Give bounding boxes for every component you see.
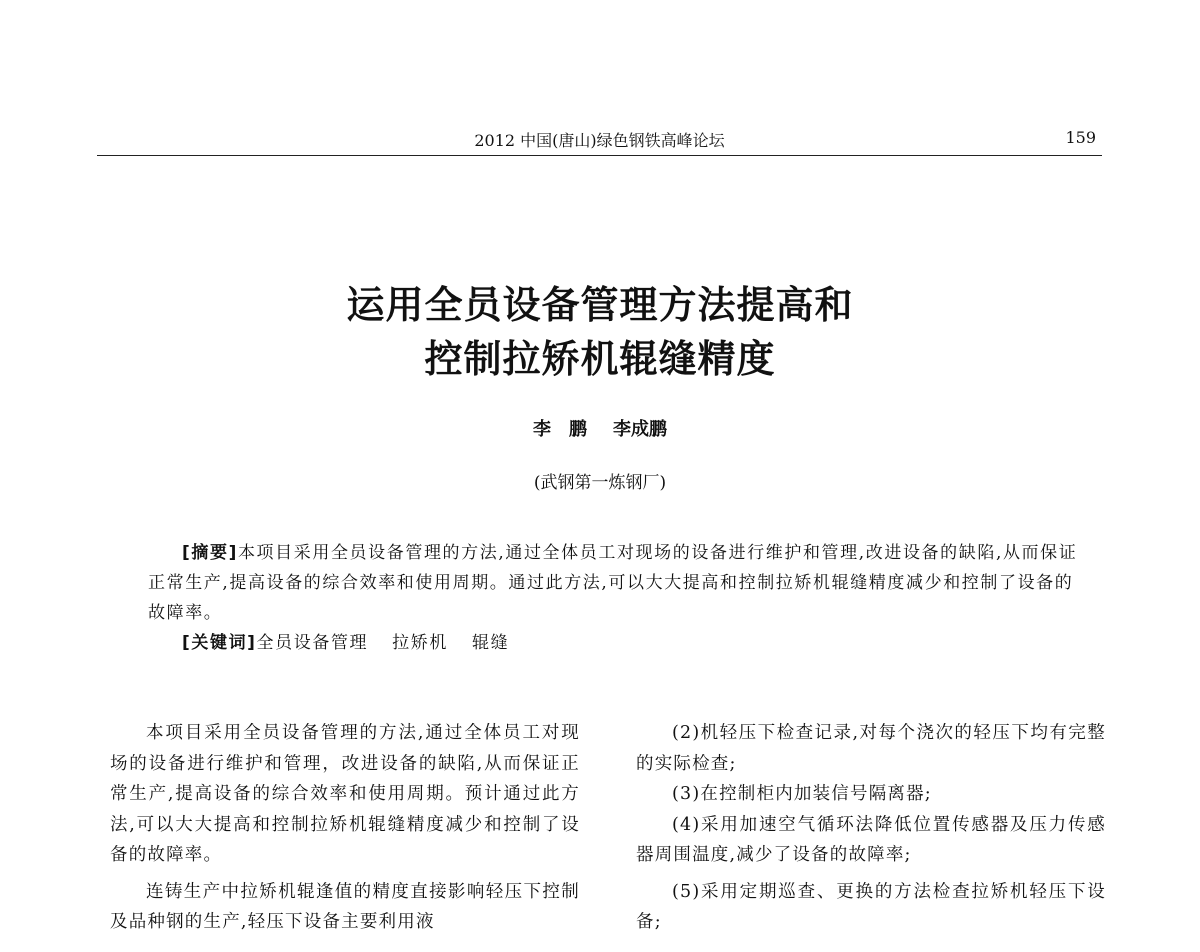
author-2: 李成鹏 (613, 419, 667, 440)
body-column-left (110, 718, 580, 938)
body-column-right (636, 718, 1106, 938)
keyword-1: 全员设备管理 (256, 633, 369, 653)
keyword-2: 拉矫机 (392, 633, 448, 653)
affiliation: (武钢第一炼钢厂) (533, 473, 667, 493)
body-paragraph: (2)机轻压下检查记录,对每个浇次的轻压下均有完整的实际检查; (636, 723, 1106, 774)
running-title: 2012 中国(唐山)绿色钢铁高峰论坛 (474, 131, 725, 150)
page-number: 159 (1065, 128, 1096, 147)
abstract-text: 本项目采用全员设备管理的方法,通过全体员工对现场的设备进行维护和管理,改进设备的缺陷,从而保证正常生产,提高设备的综合效率和使用周期。通过此方法,可以大大提高和控制拉矫机辊缝精度减少和控制了设备的故障率。 (148, 543, 1078, 623)
body-paragraph: (5)采用定期巡查、更换的方法检查拉矫机轻压下设备; (636, 881, 1106, 932)
keywords-label: [关键词] (182, 633, 257, 653)
abstract-block (148, 538, 1083, 658)
abstract-paragraph (148, 538, 1083, 628)
abstract-label: [摘要] (182, 543, 238, 563)
keywords-line (148, 628, 1083, 658)
running-header (97, 124, 1102, 152)
author-1: 李 鹏 (533, 419, 587, 440)
authors (0, 415, 1200, 441)
title-line-1: 运用全员设备管理方法提高和 (346, 283, 854, 327)
header-rule (97, 155, 1102, 156)
body-paragraph: (3)在控制柜内加装信号隔离器; (672, 784, 932, 804)
body-paragraph: 连铸生产中拉矫机辊逢值的精度直接影响轻压下控制及品种钢的生产,轻压下设备主要利用液 (110, 881, 580, 932)
body-paragraph: (4)采用加速空气循环法降低位置传感器及压力传感器周围温度,减少了设备的故障率; (636, 814, 1106, 865)
article-title (0, 278, 1200, 386)
body-paragraph: 本项目采用全员设备管理的方法,通过全体员工对现场的设备进行维护和管理，改进设备的缺陷,从而保证正常生产,提高设备的综合效率和使用周期。预计通过此方法,可以大大提高和控制拉矫机辊缝精度减少和控制了设备的故障率。 (110, 723, 580, 865)
title-line-2: 控制拉矫机辊缝精度 (424, 337, 776, 381)
keyword-3: 辊缝 (471, 633, 510, 653)
